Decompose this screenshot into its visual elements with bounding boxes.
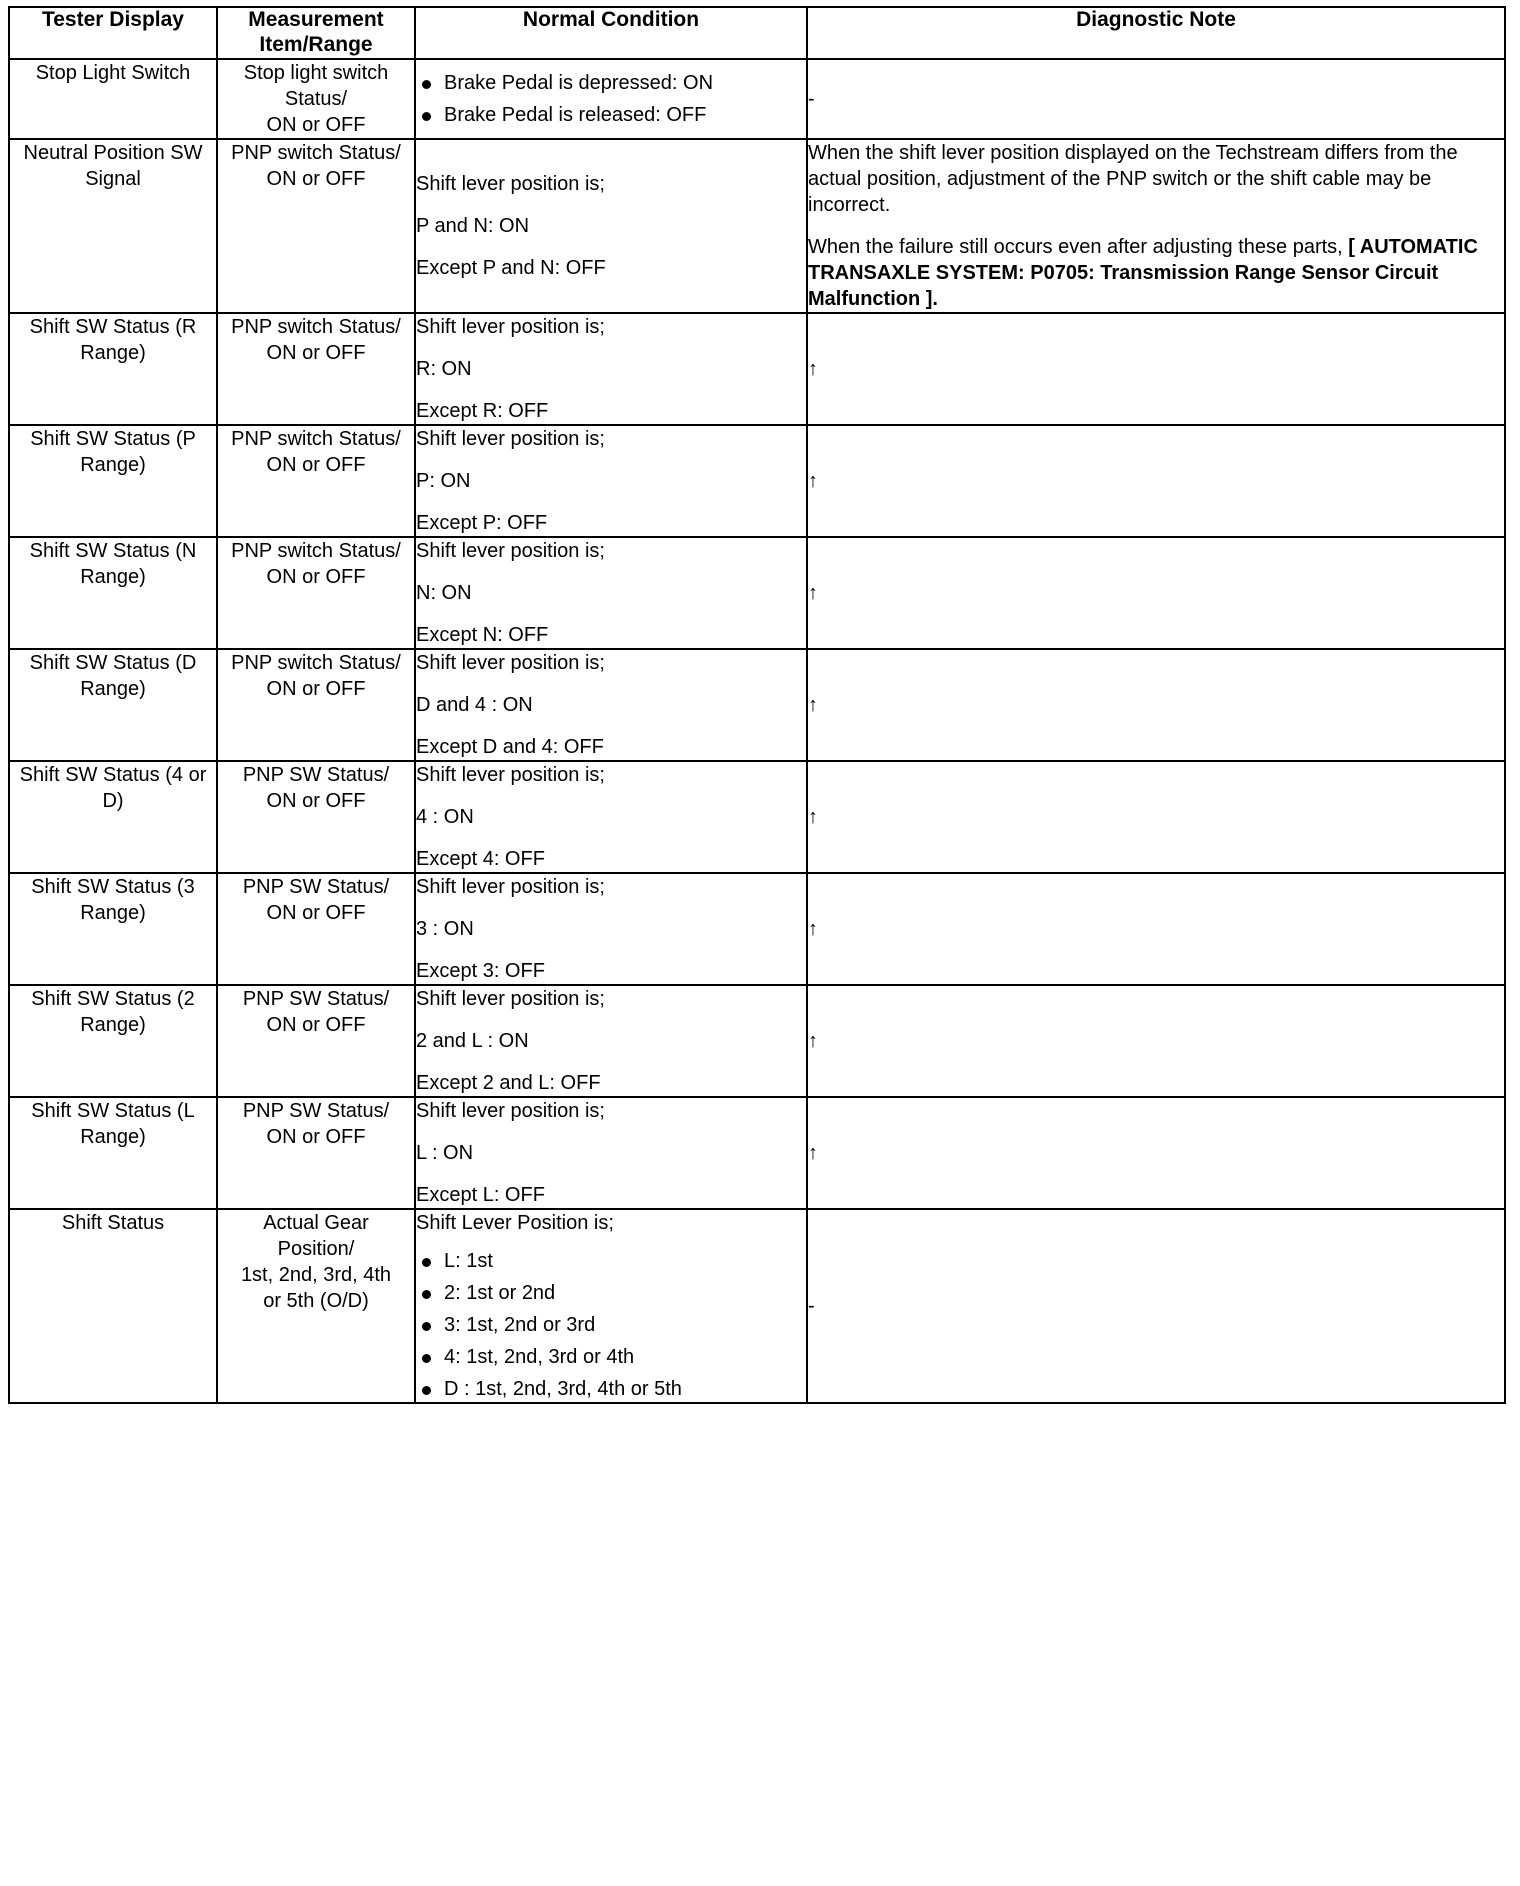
- diagnostic-note-cell: [807, 425, 1505, 537]
- tester-display-cell: [9, 59, 217, 139]
- note-text: -: [808, 87, 815, 110]
- condition-line: Shift lever position is;: [416, 1099, 605, 1122]
- normal-condition-cell: [415, 761, 807, 873]
- diagnostic-note-cell: [807, 313, 1505, 425]
- column-header-normal-condition: Normal Condition: [415, 7, 807, 59]
- tester-display-line: Shift SW Status: [31, 875, 172, 898]
- column-header-tester-display: Tester Display: [9, 7, 217, 59]
- table-row: [9, 1209, 1505, 1403]
- measurement-line: Stop light switch: [243, 61, 389, 84]
- measurement-range: ON or OFF: [266, 1013, 366, 1036]
- measurement-item-cell: [217, 1097, 415, 1209]
- tester-display-line: Shift SW Status: [29, 651, 170, 674]
- measurement-line: PNP switch Status/: [231, 539, 401, 562]
- condition-line: Except 3: OFF: [416, 959, 545, 982]
- condition-line: Except P: OFF: [416, 511, 548, 534]
- table-row: [9, 425, 1505, 537]
- tester-display-cell: [9, 1097, 217, 1209]
- diagnostic-note-cell: [807, 985, 1505, 1097]
- condition-line: L : ON: [416, 1141, 474, 1164]
- tester-display-line: Stop Light: [35, 61, 126, 84]
- same-as-above-arrow-icon: ↑: [808, 805, 818, 828]
- table-row: [9, 1097, 1505, 1209]
- measurement-line: PNP SW Status/: [242, 875, 390, 898]
- tester-display-cell: [9, 649, 217, 761]
- condition-line: 2 and L : ON: [416, 1029, 529, 1052]
- condition-bullet-list: [416, 70, 806, 128]
- list-item: 2: 1st or 2nd: [416, 1280, 806, 1306]
- same-as-above-arrow-icon: ↑: [808, 581, 818, 604]
- condition-line: R: ON: [416, 357, 472, 380]
- diagnostic-note-cell: [807, 1209, 1505, 1403]
- list-item: L: 1st: [416, 1248, 806, 1274]
- tester-display-cell: [9, 1209, 217, 1403]
- condition-line: Except P and N: OFF: [416, 256, 606, 279]
- tester-display-line: (4 or D): [102, 763, 207, 812]
- condition-line: Except D and 4: OFF: [416, 735, 604, 758]
- condition-bullet-list: [416, 1248, 806, 1402]
- normal-condition-cell: [415, 985, 807, 1097]
- condition-line: Shift lever position is;: [416, 763, 605, 786]
- table-row: [9, 649, 1505, 761]
- table-row: [9, 59, 1505, 139]
- measurement-item-cell: [217, 761, 415, 873]
- tester-display-line: (3 Range): [80, 875, 195, 924]
- table-header-row: [9, 7, 1505, 59]
- measurement-line: PNP switch Status/: [231, 141, 401, 164]
- diagnostic-note-cell: [807, 761, 1505, 873]
- measurement-line: Position/: [277, 1237, 355, 1260]
- diagnostic-note-cell: [807, 537, 1505, 649]
- measurement-range: 1st, 2nd, 3rd, 4th: [240, 1263, 392, 1286]
- table-row: [9, 761, 1505, 873]
- table-row: [9, 873, 1505, 985]
- normal-condition-cell: [415, 313, 807, 425]
- normal-condition-cell: [415, 537, 807, 649]
- tester-display-line: Shift SW Status: [29, 315, 170, 338]
- measurement-line: Actual Gear: [263, 1211, 369, 1234]
- condition-line: N: ON: [416, 581, 472, 604]
- measurement-item-cell: [217, 59, 415, 139]
- measurement-item-cell: [217, 537, 415, 649]
- condition-line: Shift lever position is;: [416, 987, 605, 1010]
- condition-line: Except 2 and L: OFF: [416, 1071, 601, 1094]
- tester-display-line: (D Range): [80, 651, 197, 700]
- list-item: D : 1st, 2nd, 3rd, 4th or 5th: [416, 1376, 806, 1402]
- tester-display-line: Shift SW Status: [31, 987, 172, 1010]
- same-as-above-arrow-icon: ↑: [808, 469, 818, 492]
- measurement-line: PNP switch Status/: [231, 315, 401, 338]
- header-line-2: Item/Range: [259, 32, 373, 56]
- condition-line: D and 4 : ON: [416, 693, 533, 716]
- tester-display-line: Shift Status: [61, 1211, 165, 1234]
- tester-display-cell: [9, 425, 217, 537]
- tester-display-line: Switch: [131, 61, 191, 84]
- measurement-range: ON or OFF: [266, 167, 366, 190]
- tester-display-line: Shift SW Status: [30, 427, 171, 450]
- table-header: [9, 7, 1505, 59]
- condition-line: 4 : ON: [416, 805, 474, 828]
- diagnostic-note-cell: [807, 1097, 1505, 1209]
- note-text: -: [808, 1294, 815, 1317]
- note-paragraph: [808, 234, 1504, 312]
- condition-line: Shift lever position is;: [416, 315, 605, 338]
- condition-line: P and N: ON: [416, 214, 530, 237]
- normal-condition-cell: [415, 1209, 807, 1403]
- tester-display-cell: [9, 985, 217, 1097]
- diagnostic-data-table: [8, 6, 1506, 1404]
- normal-condition-cell: [415, 59, 807, 139]
- measurement-item-cell: [217, 873, 415, 985]
- measurement-range: ON or OFF: [266, 341, 366, 364]
- measurement-item-cell: [217, 139, 415, 313]
- normal-condition-cell: [415, 139, 807, 313]
- measurement-line: PNP switch Status/: [231, 651, 401, 674]
- tester-display-cell: [9, 761, 217, 873]
- condition-line: Except N: OFF: [416, 623, 549, 646]
- normal-condition-cell: [415, 873, 807, 985]
- condition-line: Shift lever position is;: [416, 427, 605, 450]
- tester-display-line: (2 Range): [80, 987, 195, 1036]
- measurement-range: ON or OFF: [266, 113, 366, 136]
- normal-condition-cell: [415, 649, 807, 761]
- tester-display-line: (L Range): [80, 1099, 195, 1148]
- same-as-above-arrow-icon: ↑: [808, 1141, 818, 1164]
- measurement-range: ON or OFF: [266, 789, 366, 812]
- condition-line: Except L: OFF: [416, 1183, 545, 1206]
- measurement-line: PNP SW Status/: [242, 987, 390, 1010]
- measurement-item-cell: [217, 313, 415, 425]
- list-item: 4: 1st, 2nd, 3rd or 4th: [416, 1344, 806, 1370]
- condition-line: Shift lever position is;: [416, 539, 605, 562]
- condition-line: Shift lever position is;: [416, 172, 605, 195]
- measurement-item-cell: [217, 985, 415, 1097]
- column-header-measurement-item-range: [217, 7, 415, 59]
- condition-line: Shift Lever Position is;: [416, 1211, 614, 1234]
- condition-line: Shift lever position is;: [416, 875, 605, 898]
- tester-display-line: Shift SW Status: [31, 1099, 172, 1122]
- tester-display-line: (R Range): [80, 315, 197, 364]
- table-row: [9, 313, 1505, 425]
- table-row: [9, 537, 1505, 649]
- measurement-line: PNP switch Status/: [231, 427, 401, 450]
- list-item: Brake Pedal is released: OFF: [416, 102, 806, 128]
- tester-display-line: Neutral Position: [23, 141, 165, 164]
- measurement-range: or 5th (O/D): [263, 1289, 369, 1312]
- same-as-above-arrow-icon: ↑: [808, 917, 818, 940]
- condition-line: 3 : ON: [416, 917, 474, 940]
- tester-display-line: (N Range): [80, 539, 197, 588]
- tester-display-line: Shift SW Status: [29, 539, 170, 562]
- tester-display-line: Shift SW Status: [19, 763, 160, 786]
- table-row: [9, 139, 1505, 313]
- note-paragraph: When the shift lever position displayed on the Techstream differs from the actual position, adjustment of the PNP switch or the shift cable may be incorrect.: [808, 141, 1458, 216]
- measurement-range: ON or OFF: [266, 901, 366, 924]
- measurement-line: PNP SW Status/: [242, 763, 390, 786]
- measurement-line: Status/: [284, 87, 348, 110]
- header-line-1: Measurement: [248, 8, 384, 31]
- condition-line: Shift lever position is;: [416, 651, 605, 674]
- measurement-item-cell: [217, 649, 415, 761]
- diagnostic-note-cell: [807, 873, 1505, 985]
- tester-display-line: (P Range): [80, 427, 196, 476]
- table-row: [9, 985, 1505, 1097]
- table-body: [9, 59, 1505, 1403]
- diagnostic-note-cell: [807, 139, 1505, 313]
- condition-line: Except R: OFF: [416, 399, 549, 422]
- tester-display-cell: [9, 873, 217, 985]
- same-as-above-arrow-icon: ↑: [808, 357, 818, 380]
- note-reference-bold: [ AUTOMATIC TRANSAXLE SYSTEM: P0705: Transmission Range Sensor Circuit Malfunction ].: [808, 235, 1478, 310]
- diagnostic-note-cell: [807, 59, 1505, 139]
- list-item: Brake Pedal is depressed: ON: [416, 70, 806, 96]
- measurement-range: ON or OFF: [266, 677, 366, 700]
- note-text-plain: When the failure still occurs even after adjusting these parts,: [808, 235, 1343, 258]
- measurement-item-cell: [217, 1209, 415, 1403]
- measurement-item-cell: [217, 425, 415, 537]
- tester-display-line: SW Signal: [85, 141, 203, 190]
- measurement-line: PNP SW Status/: [242, 1099, 390, 1122]
- list-item: 3: 1st, 2nd or 3rd: [416, 1312, 806, 1338]
- measurement-range: ON or OFF: [266, 565, 366, 588]
- normal-condition-cell: [415, 425, 807, 537]
- tester-display-cell: [9, 139, 217, 313]
- diagnostic-note-cell: [807, 649, 1505, 761]
- normal-condition-cell: [415, 1097, 807, 1209]
- condition-line: P: ON: [416, 469, 471, 492]
- same-as-above-arrow-icon: ↑: [808, 693, 818, 716]
- measurement-range: ON or OFF: [266, 1125, 366, 1148]
- same-as-above-arrow-icon: ↑: [808, 1029, 818, 1052]
- tester-display-cell: [9, 537, 217, 649]
- tester-display-cell: [9, 313, 217, 425]
- measurement-range: ON or OFF: [266, 453, 366, 476]
- column-header-diagnostic-note: Diagnostic Note: [807, 7, 1505, 59]
- condition-line: Except 4: OFF: [416, 847, 545, 870]
